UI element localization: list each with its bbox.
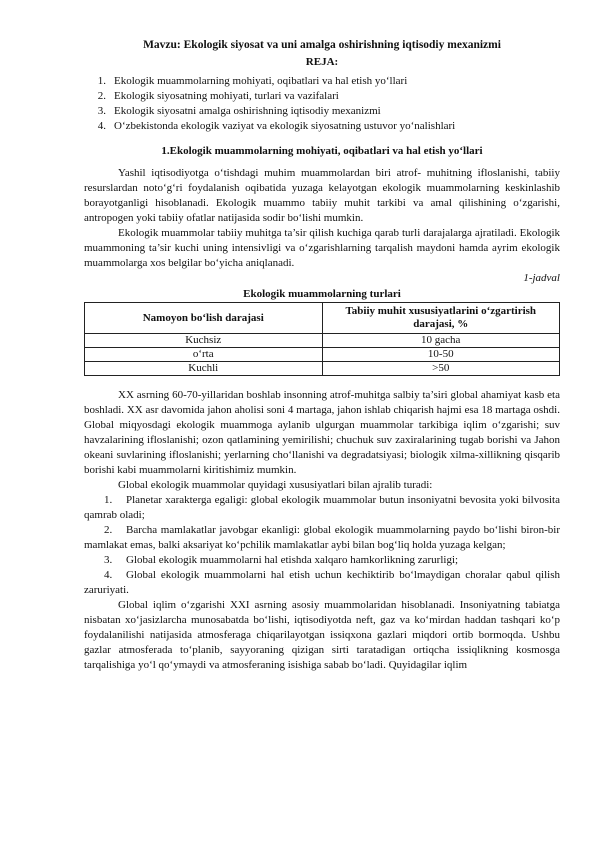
list-item: 4. Global ekologik muammolarni hal etish uchun kechiktirib bo‘lmaydigan choralar qabul qilish zaruriyati. (84, 569, 560, 596)
paragraph: Yashil iqtisodiyotga o‘tishdagi muhim muammolardan biri atrof- muhitning ifloslanishi, tabiiy resurslardan noto‘g‘ri foydalanish oqibatida yuzaga kelayotgan ekologik muammolarning keskinlashib borayotganligi hisoblanadi. Ekologik muammo tabiiy muhit tarkibi va amal qilishining o‘zgarishi, antropogen yoki tabiiy ofatlar natijasida sodir bo‘lishi mumkin. (84, 167, 560, 224)
table-cell: Kuchli (85, 362, 323, 376)
plan-item: 4. O‘zbekistonda ekologik vaziyat va ekologik siyosatning ustuvor yo‘nalishlari (97, 120, 456, 132)
table-cell: Kuchsiz (85, 334, 323, 348)
plan-item: 3. Ekologik siyosatni amalga oshirishning iqtisodiy mexanizmi (97, 105, 381, 117)
table-reference: 1-jadval (523, 272, 560, 284)
plan-list (84, 74, 560, 134)
paragraph: Ekologik muammolar tabiiy muhitga ta’sir qilish kuchiga qarab turli darajalarga ajratiladi. Ekologik muammoning ta’sir kuchi uning intensivligi va o‘zgarishlarning tarqalish maydoni hamda ayrim ekologik muammolarga xos belgilar bo‘yicha aniqlanadi. (84, 227, 560, 269)
table-cell: 10 gacha (322, 334, 560, 348)
data-table (84, 302, 560, 376)
column-header: Tabiiy muhit xususiyatlarini o‘zgartirish darajasi, % (322, 303, 560, 334)
plan-item: 1. Ekologik muammolarning mohiyati, oqibatlari va hal etish yo‘llari (97, 75, 408, 87)
table-cell: 10-50 (322, 348, 560, 362)
paragraph: XX asrning 60-70-yillaridan boshlab insonning atrof-muhitga salbiy ta’siri global ahamiyat kasb eta boshladi. XX asr davomida jahon aholisi soni 4 martaga, jahon ishlab chiqarish hajmi esa 18 martaga oshdi. Global miqyosdagi ekologik muammoga aylanib ulgurgan muammolar tarkibiga iqlim o‘zgarishi; suv havzalarining ifloslanishi; ozon qatlamining yemirilishi; chuchuk suv zaxiralarining tugab borishi va Jahon okeani suvlarining ifloslanishi; yerlarning cho‘llanishi va degradatsiyasi; biologik xilma-xillikning qisqarib borishi kabi muammolarni kiritishimiz mumkin. (84, 389, 560, 476)
plan-label: REJA: (305, 56, 339, 68)
document-title: Mavzu: Ekologik siyosat va uni amalga oshirishning iqtisodiy mexanizmi (143, 39, 501, 51)
table-title: Ekologik muammolarning turlari (243, 288, 401, 300)
list-item: 1. Planetar xarakterga egaligi: global ekologik muammolar butun insoniyatni bevosita yoki bilvosita qamrab oladi; (84, 494, 560, 521)
column-header: Namoyon bo‘lish darajasi (85, 303, 323, 334)
table-cell: >50 (322, 362, 560, 376)
plan-item: 2. Ekologik siyosatning mohiyati, turlari va vazifalari (97, 90, 339, 102)
table-row (85, 334, 560, 348)
paragraph: Global iqlim o‘zgarishi XXI asrning asosiy muammolaridan hisoblanadi. Insoniyatning tabiatga nisbatan xo‘jasizlarcha munosabatda bo‘lishi, iqtisodiyotda neft, gaz va ko‘mirdan haddan tashqari ko‘p foydalanilishi natijasida atmosferaga chiqarilayotgan issiqxona gazlari miqdori ortib bormoqda. Ushbu gazlar atmosferada to‘planib, sayyoraning qizigan sirti taratadigan ortiqcha issiqlikning kosmosga tarqalishiga yo‘l qo‘ymaydi va atmosferaning isishiga sabab bo‘ladi. Quyidagilar iqlim (84, 599, 560, 671)
table-row (85, 362, 560, 376)
list-item: 2. Barcha mamlakatlar javobgar ekanligi: global ekologik muammolarning paydo bo‘lishi biron-bir mamlakat emas, balki aksariyat ko‘pchilik mamlakatlar aybi bilan bog‘liq holda yuzaga kelgan; (84, 524, 560, 551)
table-cell: o‘rta (85, 348, 323, 362)
section-heading: 1.Ekologik muammolarning mohiyati, oqibatlari va hal etish yo‘llari (161, 145, 483, 157)
table-row (85, 348, 560, 362)
list-intro: Global ekologik muammolar quyidagi xususiyatlari bilan ajralib turadi: (118, 479, 433, 491)
table-header-row (85, 303, 560, 334)
list-item: 3. Global ekologik muammolarni hal etishda xalqaro hamkorlikning zarurligi; (104, 554, 459, 566)
